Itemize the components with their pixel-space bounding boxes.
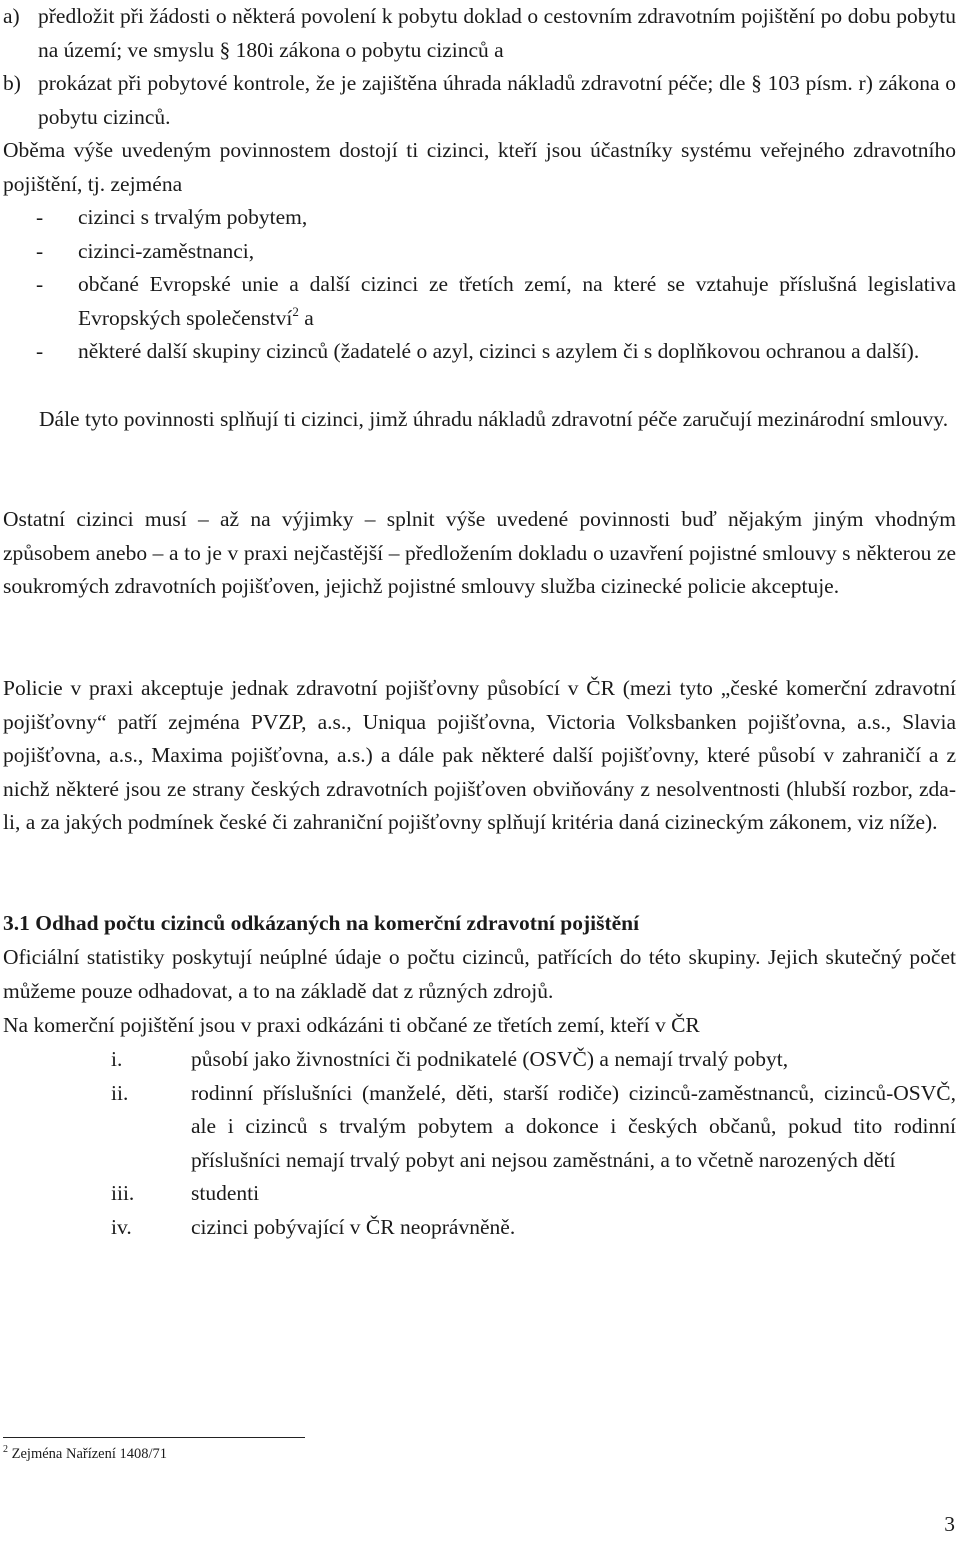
- list-text: předložit při žádosti o některá povolení k pobytu doklad o cestovním zdravotním pojištění po dobu pobytu na území; ve smyslu § 180i zákona o pobytu cizinců a: [38, 4, 956, 62]
- paragraph-dependent: Na komerční pojištění jsou v praxi odkázáni ti občané ze třetích zemí, kteří v ČR: [3, 1013, 700, 1037]
- list-label: b): [3, 71, 21, 96]
- dash-item: - cizinci-zaměstnanci,: [36, 238, 255, 263]
- roman-item-ii: ii. rodinní příslušníci (manželé, děti, starší rodiče) cizinců-zaměstnanců, cizinců-OSVČ, ale i cizinců s trvalým pobytem a dokonce i českých občanů, pokud tito rodinní příslušníci nemají trvalý pobyt ani nejsou zaměstnáni, a to včetně narozených dětí: [111, 1080, 956, 1172]
- paragraph-police: Policie v praxi akceptuje jednak zdravotní pojišťovny působící v ČR (mezi tyto „české komerční zdravotní pojišťovny“ patří zejména PVZP, a.s., Uniqua pojišťovna, Victoria Volksbanken pojišťovna, a.s., Slavia pojišťovna, a.s., Maxima pojišťovna, a.s.) a dále pak některé další pojišťovny, které působí v zahraničí a z nichž některé jsou ze strany českých zdravotních pojišťoven obviňovány z nesolventnosti (hlubší rozbor, zda-li, a za jakých podmínek české či zahraniční pojišťovny splňují kritéria daná cizineckým zákonem, viz níže).: [3, 676, 956, 835]
- dash-item: - cizinci s trvalým pobytem,: [36, 205, 308, 229]
- roman-item-iii: iii. studenti: [111, 1181, 260, 1206]
- intro-item-a: [3, 0, 956, 67]
- roman-item-i: i. působí jako živnostníci či podnikatelé (OSVČ) a nemají trvalý pobyt,: [111, 1047, 789, 1071]
- paragraph-further: Dále tyto povinnosti splňují ti cizinci, jimž úhradu nákladů zdravotní péče zaručují mezinárodní smlouvy.: [39, 407, 949, 431]
- paragraph-other-foreigners: Ostatní cizinci musí – až na výjimky – splnit výše uvedené povinnosti buď nějakým jiným vhodným způsobem anebo – a to je v praxi nejčastější – předložením dokladu o uzavření pojistné smlouvy s některou ze soukromých zdravotních pojišťoven, jejichž pojistné smlouvy služba cizinecké policie akceptuje.: [3, 507, 956, 599]
- footnote-mark: 2: [3, 1444, 8, 1455]
- dash-item: - některé další skupiny cizinců (žadatelé o azyl, cizinci s azylem či s doplňkovou ochranou a další).: [36, 339, 920, 364]
- list-text: prokázat při pobytové kontrole, že je zajištěna úhrada nákladů zdravotní péče; dle § 103 písm. r) zákona o pobytu cizinců.: [38, 71, 956, 129]
- page-number: 3: [944, 1512, 955, 1536]
- footnote-reference: 2: [292, 303, 299, 319]
- list-label: a): [3, 4, 20, 28]
- footnote: [3, 1444, 167, 1464]
- intro-list: [3, 0, 956, 134]
- footnote-divider: [3, 1437, 305, 1438]
- roman-item-iv: iv. cizinci pobývající v ČR neoprávněně.: [111, 1214, 516, 1239]
- roman-list: [3, 1043, 956, 1245]
- paragraph-both-obligations: Oběma výše uvedeným povinnostem dostojí ti cizinci, kteří jsou účastníky systému veřejného zdravotního pojištění, tj. zejména: [3, 138, 956, 196]
- intro-item-b: [3, 67, 956, 134]
- section-heading: 3.1 Odhad počtu cizinců odkázaných na komerční zdravotní pojištění: [3, 911, 640, 935]
- paragraph-statistics: Oficiální statistiky poskytují neúplné údaje o počtu cizinců, patřících do této skupiny. Jejich skutečný počet můžeme pouze odhadovat, a to na základě dat z různých zdrojů.: [3, 945, 956, 1003]
- dash-item: - občané Evropské unie a další cizinci ze třetích zemí, na které se vztahuje příslušná legislativa Evropských společenství$^2$ a: [36, 272, 956, 330]
- dash-list: [3, 201, 956, 369]
- footnote-text: Zejména Nařízení 1408/71: [8, 1446, 168, 1462]
